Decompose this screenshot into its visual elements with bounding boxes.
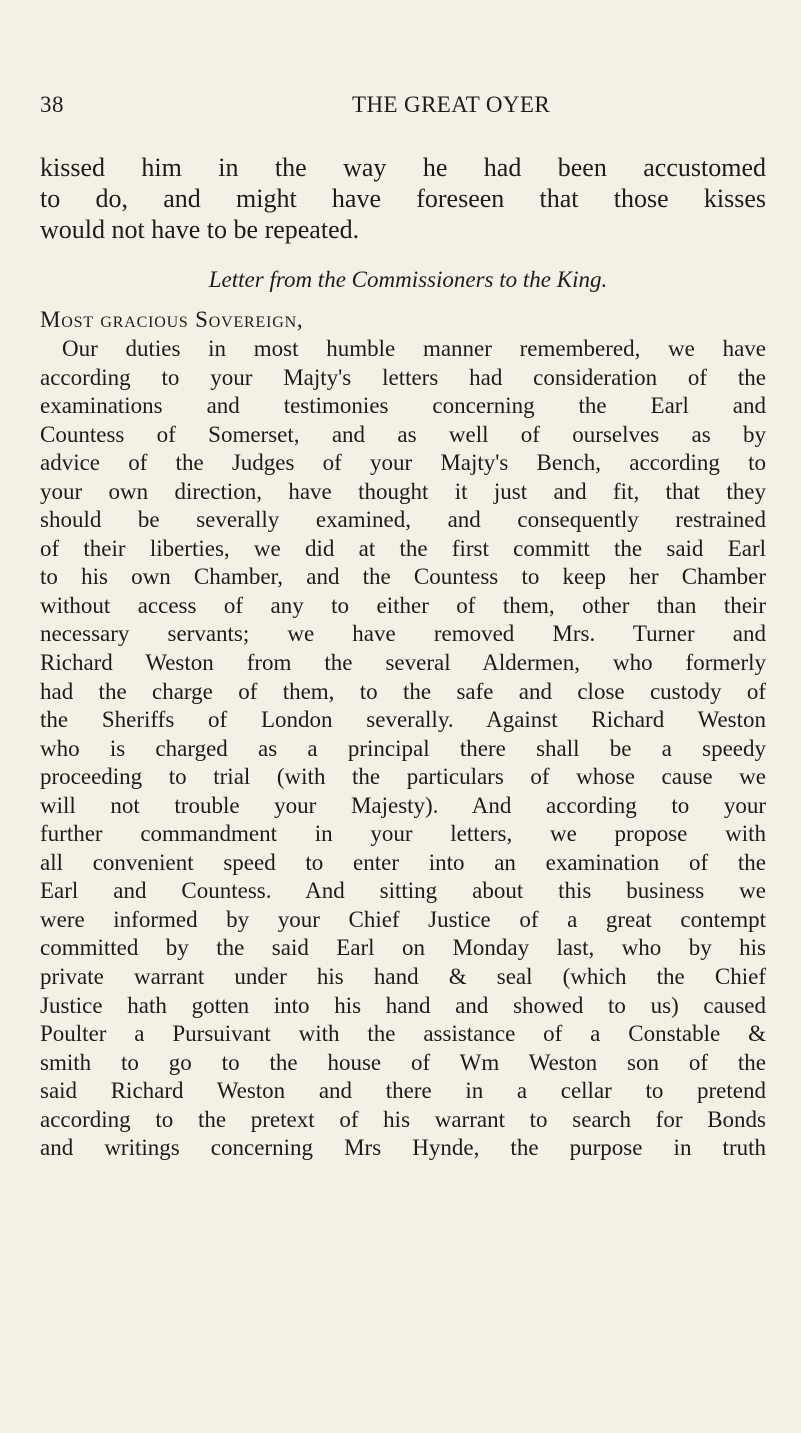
text-line: had the charge of them, to the safe and close custody of	[40, 678, 766, 704]
text-line: should be severally examined, and consequently restrained	[40, 507, 766, 533]
text-line: and writings concerning Mrs Hynde, the purpose in truth	[40, 1135, 766, 1161]
text-line: your own direction, have thought it just and fit, that they	[40, 478, 766, 504]
text-line: Richard Weston from the several Aldermen, who formerly	[40, 650, 766, 676]
running-title: THE GREAT OYER	[352, 92, 551, 117]
text-line: to his own Chamber, and the Countess to keep her Chamber	[40, 564, 766, 590]
text-line: according to the pretext of his warrant to search for Bonds	[40, 1106, 766, 1132]
text-line: the Sheriffs of London severally. Against Richard Weston	[40, 707, 766, 733]
text-line: further commandment in your letters, we propose with	[40, 821, 766, 847]
letter-salutation: Most gracious Sovereign,	[40, 307, 304, 332]
text-line: to do, and might have foreseen that those kisses	[40, 184, 766, 213]
page-number: 38	[40, 92, 64, 117]
text-line: without access of any to either of them, other than their	[40, 592, 766, 618]
text-line: proceeding to trial (with the particulars of whose cause we	[40, 764, 766, 790]
text-line: who is charged as a principal there shall be a speedy	[40, 735, 766, 761]
text-line: examinations and testimonies concerning the Earl and	[40, 393, 766, 419]
text-line: committed by the said Earl on Monday last, who by his	[40, 935, 766, 961]
text-line: advice of the Judges of your Majty's Bench, according to	[40, 450, 766, 476]
text-line: private warrant under his hand & seal (which the Chief	[40, 964, 766, 990]
text-line: kissed him in the way he had been accustomed	[40, 153, 766, 182]
text-line: of their liberties, we did at the first committ the said Earl	[40, 535, 766, 561]
text-line: Earl and Countess. And sitting about this business we	[40, 878, 766, 904]
text-line: would not have to be repeated.	[40, 215, 360, 244]
text-line: Our duties in most humble manner remembered, we have	[62, 336, 766, 361]
text-line: all convenient speed to enter into an examination of the	[40, 849, 766, 875]
text-line: smith to go to the house of Wm Weston son of the	[40, 1049, 766, 1075]
text-line: were informed by your Chief Justice of a great contempt	[40, 906, 766, 932]
text-line: Poulter a Pursuivant with the assistance of a Constable &	[40, 1021, 766, 1047]
letter-heading: Letter from the Commissioners to the King.	[208, 267, 608, 292]
text-line: Countess of Somerset, and as well of ourselves as by	[40, 421, 766, 447]
page-header	[40, 92, 780, 126]
body-text	[40, 152, 766, 1163]
text-line: according to your Majty's letters had consideration of the	[40, 364, 766, 390]
text-line: said Richard Weston and there in a cellar to pretend	[40, 1078, 766, 1104]
opening-paragraph	[40, 152, 766, 245]
text-line: Justice hath gotten into his hand and showed to us) caused	[40, 992, 766, 1018]
text-line: necessary servants; we have removed Mrs. Turner and	[40, 621, 766, 647]
letter-body	[40, 335, 766, 1163]
text-line: will not trouble your Majesty). And according to your	[40, 792, 766, 818]
